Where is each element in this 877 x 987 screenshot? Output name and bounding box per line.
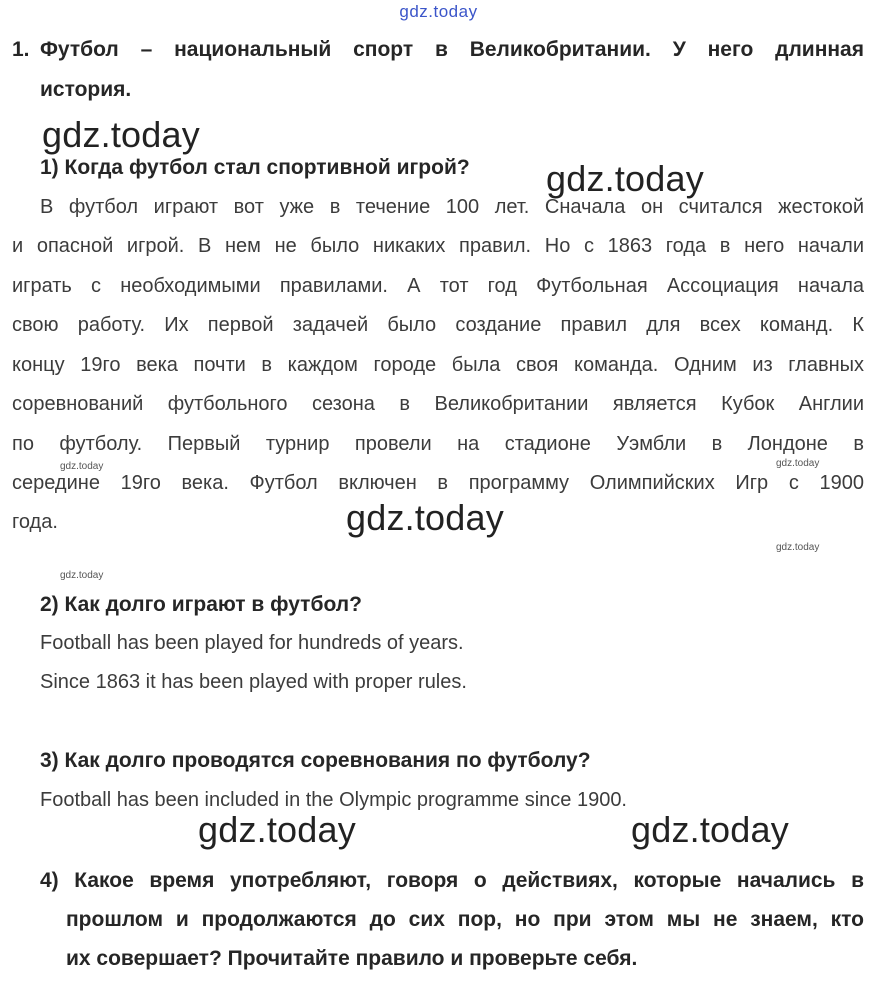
answer-2-line: Football has been played for hundreds of years. <box>40 632 464 654</box>
answer-1-line: года. <box>12 511 58 533</box>
task-number: 1. <box>12 38 30 61</box>
answer-1-line: соревнований футбольного сезона в Великобритании является Кубок Англии <box>12 393 864 415</box>
question-4-line: прошлом и продолжаются до сих пор, но при этом мы не знаем, кто <box>66 908 864 931</box>
watermark-small: gdz.today <box>60 461 104 472</box>
answer-2-line: Since 1863 it has been played with proper rules. <box>40 671 467 693</box>
watermark-large: gdz.today <box>631 809 789 850</box>
answer-1-line: В футбол играют вот уже в течение 100 лет. Сначала он считался жестокой <box>40 196 864 218</box>
answer-1-line: свою работу. Их первой задачей было создание правил для всех команд. К <box>12 314 864 336</box>
question-4-line: их совершает? Прочитайте правило и проверьте себя. <box>66 947 638 970</box>
question-4-line: 4) Какое время употребляют, говоря о действиях, которые начались в <box>40 869 864 892</box>
watermark-small: gdz.today <box>60 570 104 581</box>
answer-1-line: по футболу. Первый турнир провели на стадионе Уэмбли в Лондоне в <box>12 433 864 455</box>
watermark-large: gdz.today <box>198 809 356 850</box>
task-title-line-1: Футбол – национальный спорт в Великобритании. У него длинная <box>40 38 864 61</box>
watermark-large: gdz.today <box>42 114 200 155</box>
watermark-small: gdz.today <box>776 542 820 553</box>
answer-3-line: Football has been included in the Olympic programme since 1900. <box>40 789 627 811</box>
watermark-large: gdz.today <box>546 158 704 199</box>
answer-1-line: играть с необходимыми правилами. А тот год Футбольная Ассоциация начала <box>12 275 864 297</box>
answer-1-line: и опасной игрой. В нем не было никаких правил. Но с 1863 года в него начали <box>12 235 864 257</box>
watermark-large: gdz.today <box>346 497 504 538</box>
watermark-small: gdz.today <box>776 458 820 469</box>
answer-1-line: середине 19го века. Футбол включен в программу Олимпийских Игр с 1900 <box>12 472 864 494</box>
question-3: 3) Как долго проводятся соревнования по футболу? <box>40 749 591 772</box>
top-watermark: gdz.today <box>399 2 478 21</box>
question-1: 1) Когда футбол стал спортивной игрой? <box>40 156 470 179</box>
question-2: 2) Как долго играют в футбол? <box>40 593 362 616</box>
task-title-line-2: история. <box>40 78 132 101</box>
answer-1-line: концу 19го века почти в каждом городе была своя команда. Одним из главных <box>12 354 864 376</box>
